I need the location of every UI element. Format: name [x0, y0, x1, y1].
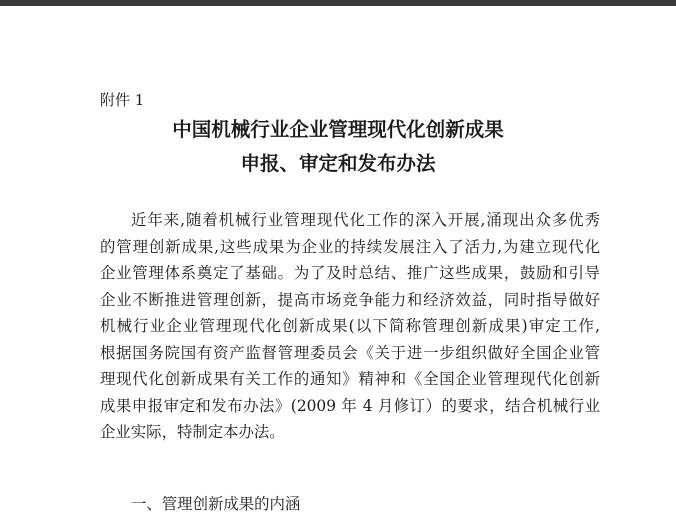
paragraph-line: 近年来,随着机械行业管理现代化工作的深入开展,涌现出众多优秀 — [131, 211, 600, 229]
paragraph-line: 企业实际，特制定本办法。 — [100, 423, 285, 441]
paragraph-line: 机械行业企业管理现代化创新成果(以下简称管理创新成果)审定工作, — [100, 317, 600, 335]
paragraph-line: 理现代化创新成果有关工作的通知》精神和《全国企业管理现代化创新 — [100, 370, 600, 388]
paragraph-line: 根据国务院国有资产监督管理委员会《关于进一步组织做好全国企业管 — [100, 343, 600, 362]
attachment-label: 附件 1 — [100, 91, 145, 109]
section-heading-1: 一、管理创新成果的内涵 — [131, 495, 301, 513]
paragraph-line: 成果申报审定和发布办法》(2009 年 4 月修订）的要求，结合机械行业 — [100, 396, 600, 415]
document-title-line-1: 中国机械行业企业管理现代化创新成果 — [172, 118, 504, 141]
paragraph-line: 企业不断推进管理创新，提高市场竞争能力和经济效益，同时指导做好 — [100, 290, 600, 309]
document-title-line-2: 申报、审定和发布办法 — [240, 152, 436, 175]
paragraph-line: 的管理创新成果,这些成果为企业的持续发展注入了活力,为建立现代化 — [100, 237, 600, 256]
intro-paragraph — [100, 207, 600, 446]
paragraph-line: 企业管理体系奠定了基础。为了及时总结、推广这些成果，鼓励和引导 — [100, 264, 600, 282]
